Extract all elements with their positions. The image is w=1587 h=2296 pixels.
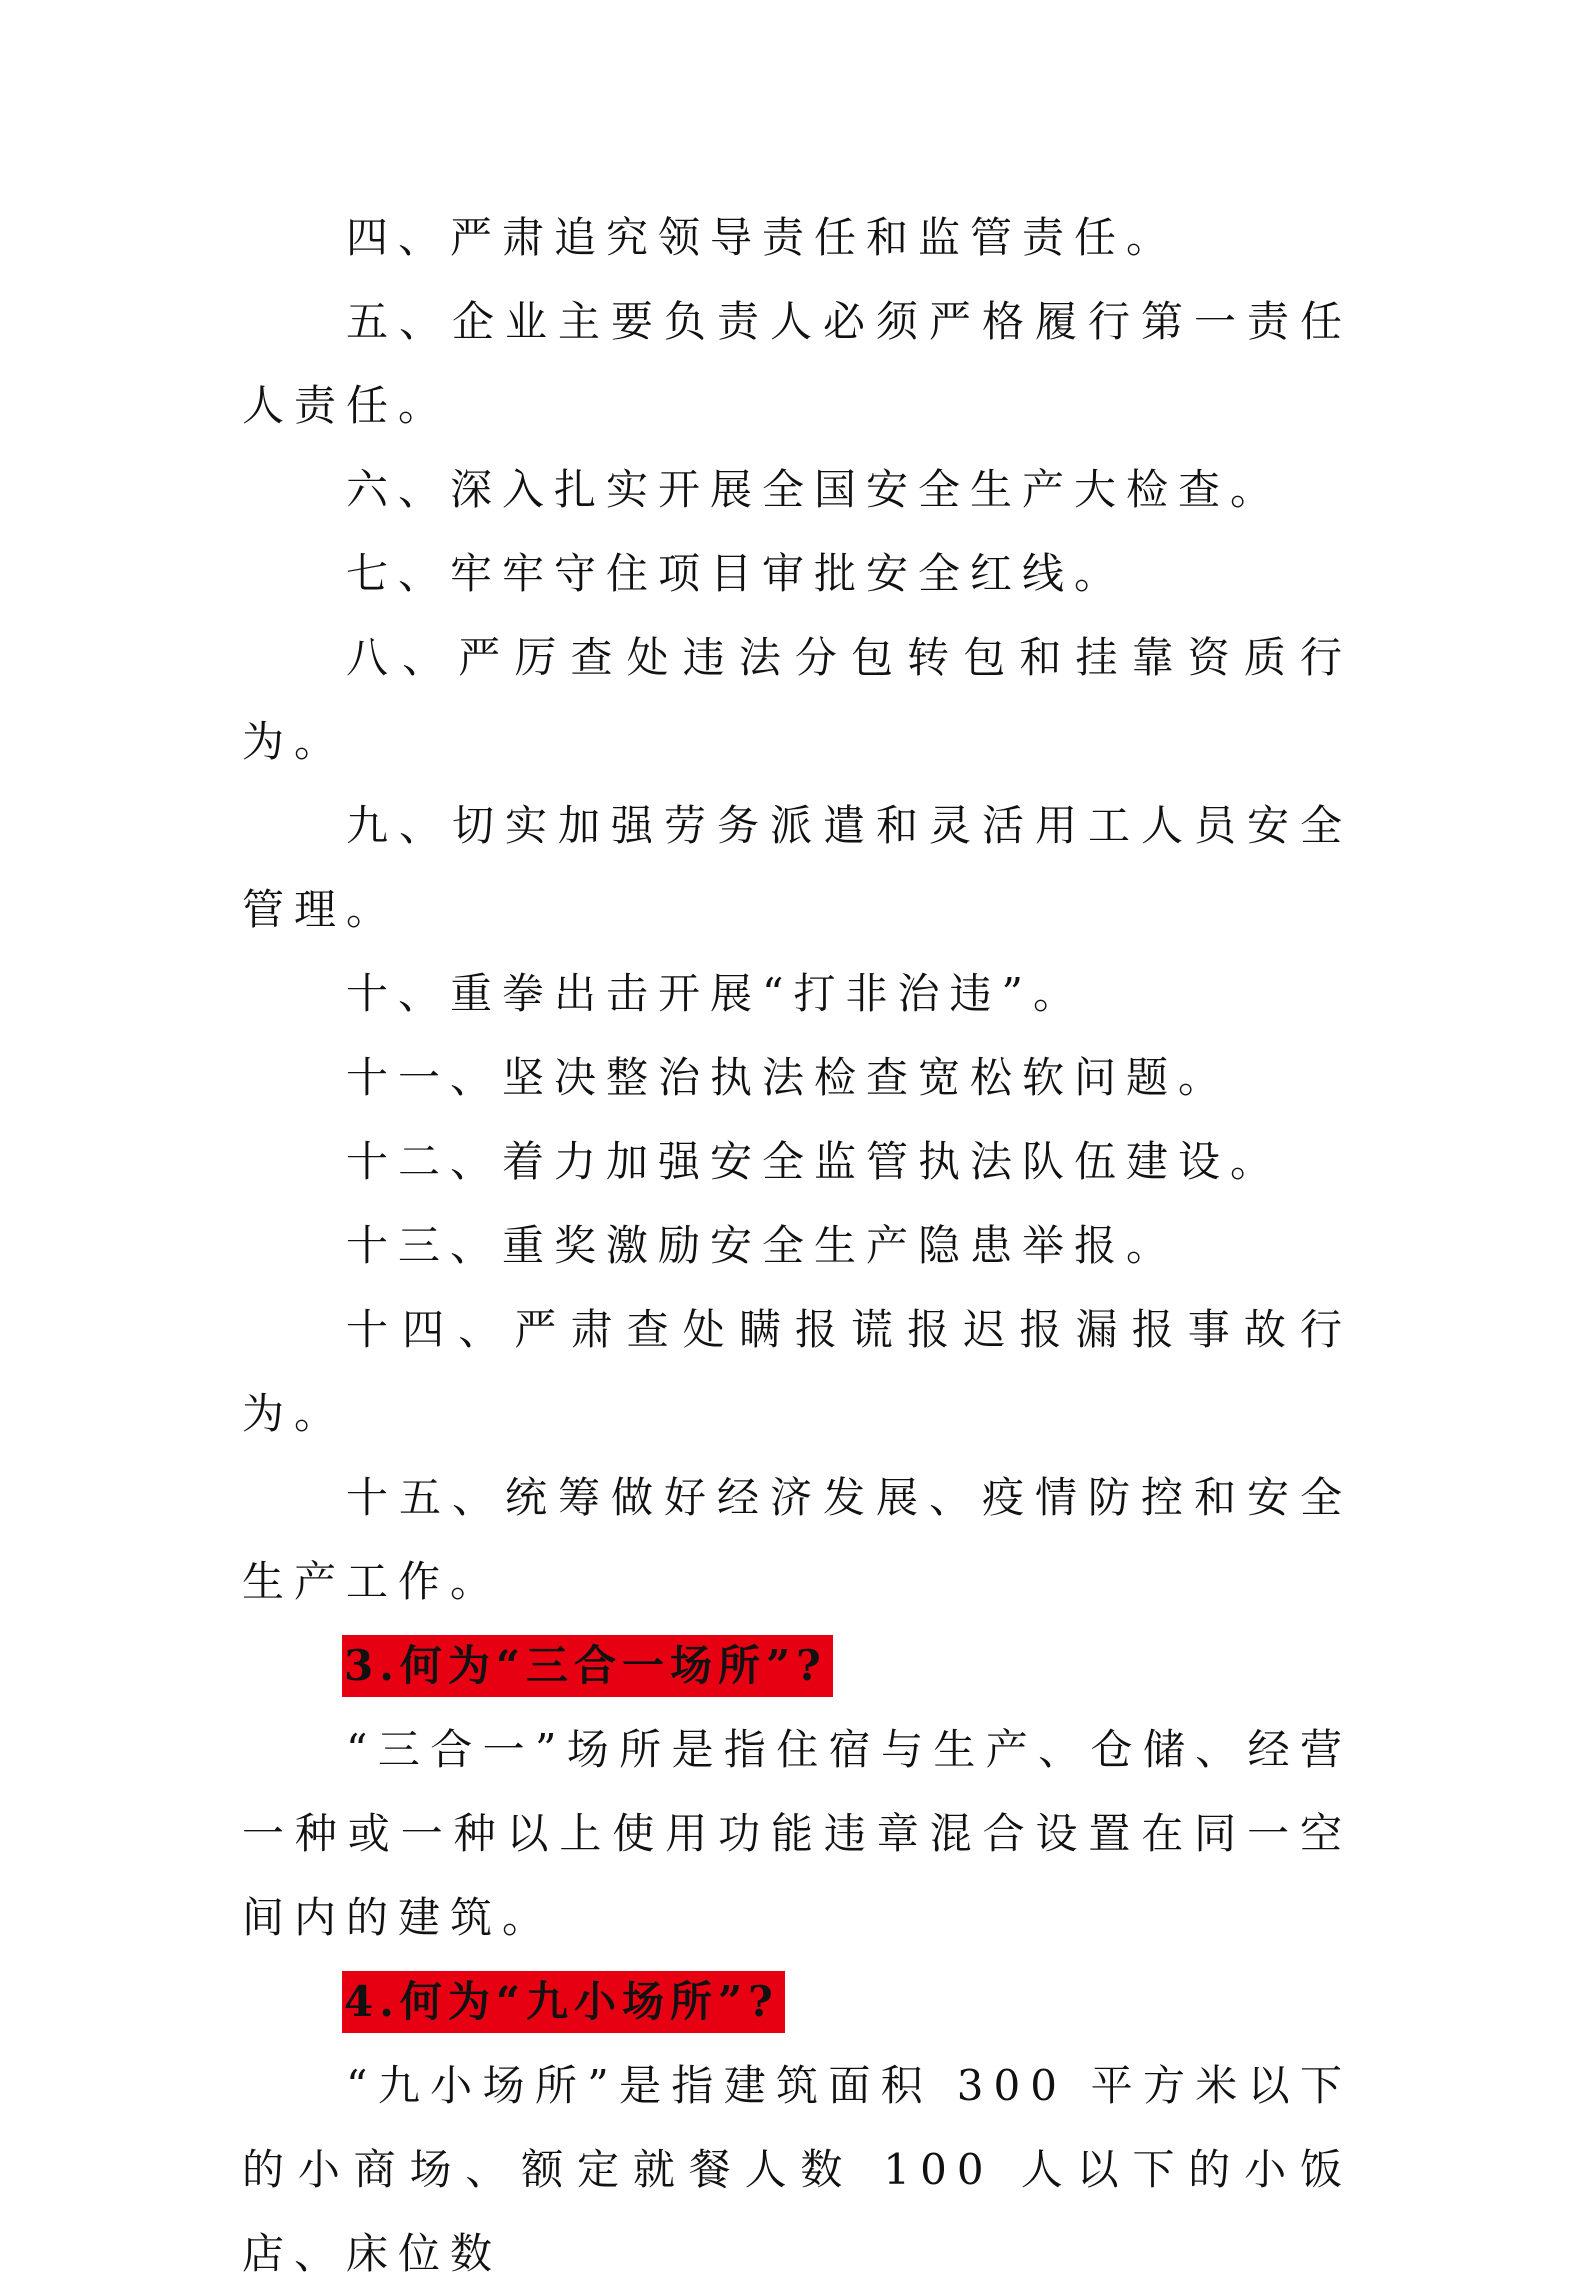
paragraph-item-13: 十三、重奖激励安全生产隐患举报。: [346, 1221, 1179, 1270]
document-body: [242, 196, 1352, 2296]
section-4-body: “九小场所”是指建筑面积 300 平方米以下的小商场、额定就餐人数 100 人以下的小饭店、床位数: [242, 2061, 1352, 2278]
paragraph-item-8: 八、严厉查处违法分包转包和挂靠资质行为。: [242, 633, 1352, 766]
paragraph-item-9: 九、切实加强劳务派遣和灵活用工人员安全管理。: [242, 801, 1352, 934]
paragraph-item-11: 十一、坚决整治执法检查宽松软问题。: [346, 1053, 1231, 1102]
paragraph-item-7: 七、牢牢守住项目审批安全红线。: [346, 549, 1127, 598]
section-4-heading: 4.何为“九小场所”?: [342, 1971, 785, 2033]
paragraph-item-4: 四、严肃追究领导责任和监管责任。: [346, 213, 1179, 262]
section-3-body: “三合一”场所是指住宿与生产、仓储、经营一种或一种以上使用功能违章混合设置在同一空间内的建筑。: [242, 1725, 1352, 1942]
paragraph-item-5: 五、企业主要负责人必须严格履行第一责任人责任。: [242, 297, 1352, 430]
paragraph-item-14: 十四、严肃查处瞒报谎报迟报漏报事故行为。: [242, 1305, 1352, 1438]
paragraph-item-15: 十五、统筹做好经济发展、疫情防控和安全生产工作。: [242, 1473, 1352, 1606]
section-3-heading: 3.何为“三合一场所”?: [342, 1635, 833, 1697]
section-3-heading-row: [242, 1624, 1352, 1708]
paragraph-item-6: 六、深入扎实开展全国安全生产大检查。: [346, 465, 1283, 514]
paragraph-item-12: 十二、着力加强安全监管执法队伍建设。: [346, 1137, 1283, 1186]
section-4-heading-row: [242, 1960, 1352, 2044]
paragraph-item-10: 十、重拳出击开展“打非治违”。: [346, 969, 1085, 1018]
